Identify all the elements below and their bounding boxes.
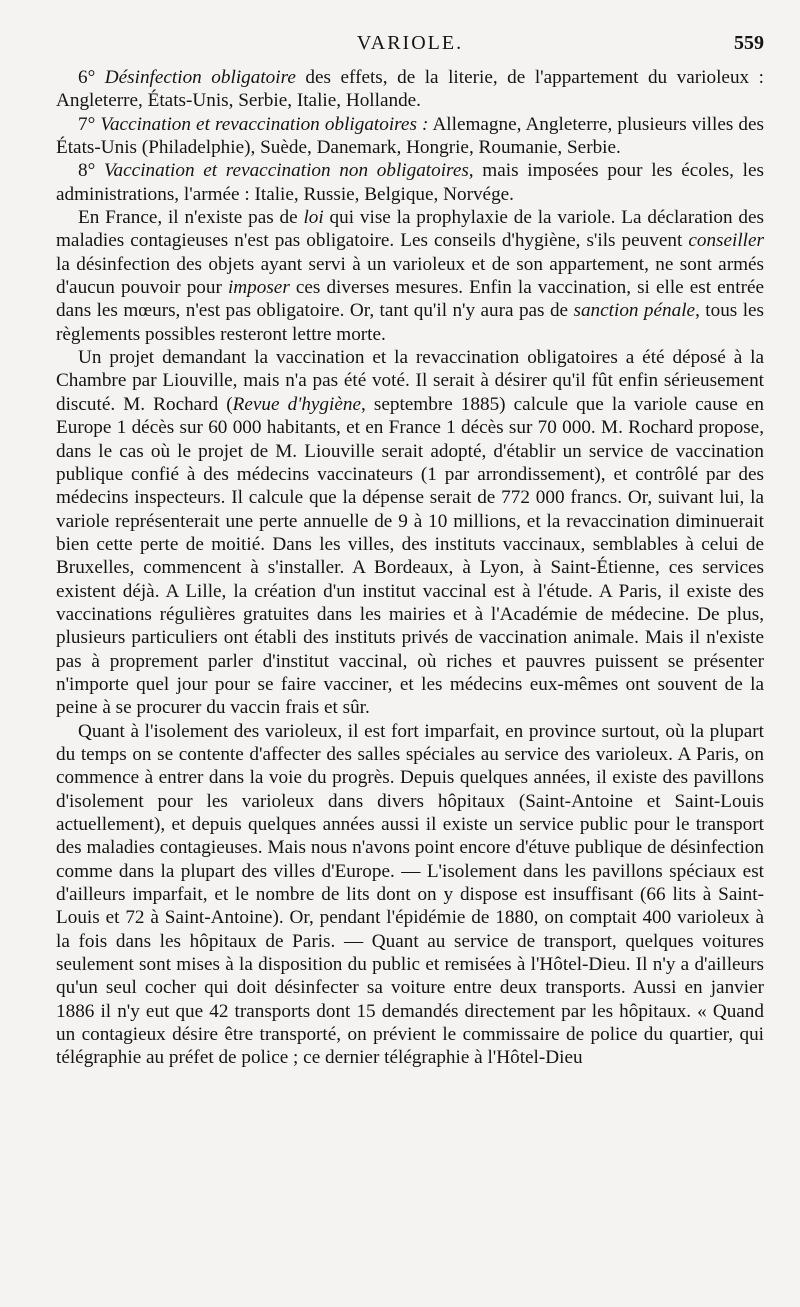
italic-text: loi: [303, 207, 324, 229]
body-text: [56, 66, 764, 1070]
text-run: mais imposées pour les écoles, les administrations, l'armée : Italie, Russie, Belgique, Norvége.: [56, 160, 764, 205]
italic-text: Vaccination et revaccination obligatoires :: [100, 113, 429, 135]
text-run: 6°: [78, 67, 105, 88]
text-run: , septembre 1885) calcule que la variole cause en Europe 1 décès sur 60 000 habitants, et en France 1 décès sur 70 000. M. Rochard propose, dans le cas où le projet de M. Liouville serait adopté, d'établir un service de vaccination publique confié à des médecins vaccinateurs (1 par arrondissement), et contrôlé par des médecins inspecteurs. Il calcule que la dépense serait de 772 000 francs. Or, suivant lui, la variole représenterait une perte annuelle de 9 à 10 millions, et la revaccination diminuerait bien cette perte de moitié. Dans les villes, des instituts vaccinaux, semblables à celui de Bruxelles, commencent à s'installer. A Bordeaux, à Lyon, à Saint-Étienne, ces services existent déjà. A Lille, la création d'un institut vaccinal est à l'étude. A Paris, il existe des vaccinations régulières gratuites dans les mairies et à l'Académie de médecine. De plus, plusieurs particuliers ont établi des instituts privés de vaccination animale. Mais il n'existe pas à proprement parler d'institut vaccinal, où riches et pauvres puissent se présenter n'importe quel jour pour se faire vacciner, et les médecins eux-mêmes ont souvent de la peine à se procurer du vaccin frais et sûr.: [56, 393, 764, 719]
italic-text: Désinfection obligatoire: [104, 67, 296, 88]
paragraph: [56, 66, 764, 113]
text-run: des effets, de la literie, de l'appartement du varioleux : Angleterre, États-Unis, Serbie, Italie, Hollande.: [56, 67, 764, 112]
text-run: ces diverses mesures. Enfin la vaccination, si elle est entrée dans les mœurs, n'est pas obligatoire. Or, tant qu'il n'y aura pas de: [56, 277, 764, 322]
page-header: [56, 28, 764, 66]
text-run: Allemagne, Angleterre, plusieurs villes des États-Unis (Philadelphie), Suède, Danemark, Hongrie, Roumanie, Serbie.: [56, 113, 765, 159]
text-run: Quant à l'isolement des varioleux, il est fort imparfait, en province surtout, où la plupart du temps on se contente d'affecter des salles spéciales au service des varioleux. A Paris, on commence à entrer dans la voie du progrès. Depuis quelques années, il existe des pavillons d'isolement pour les varioleux dans divers hôpitaux (Saint-Antoine et Saint-Louis actuellement), et depuis quelques années aussi il existe un service public pour le transport des maladies contagieuses. Mais nous n'avons point encore d'étuve publique de désinfection comme dans la plupart des villes d'Europe. — L'isolement dans les pavillons spéciaux est d'ailleurs imparfait, et le nombre de lits dont on y dispose est insuffisant (66 lits à Saint-Louis et 72 à Saint-Antoine). Or, pendant l'épidémie de 1880, on comptait 400 varioleux à la fois dans les hôpitaux de Paris. — Quant au service de transport, quelques voitures seulement sont mises à la disposition du public et remisées à l'Hôtel-Dieu. Il n'y a d'ailleurs qu'un seul cocher qui doit désinfecter sa voiture entre deux transports. Aussi en janvier 1886 il n'y eut que 42 transports dont 15 demandés directement par les hôpitaux. « Quand un contagieux désire être transporté, on prévient le commissaire de police du quartier, qui télégraphie au préfet de police ; ce dernier télégraphie à l'Hôtel-Dieu: [56, 720, 764, 1069]
paragraph: [56, 159, 764, 206]
text-run: qui vise la prophylaxie de la variole. La déclaration des maladies contagieuses n'est pas obligatoire. Les conseils d'hygiène, s'ils peuvent: [56, 207, 764, 252]
text-run: la désinfection des objets ayant servi à un varioleux et de son appartement, ne sont armés d'aucun pouvoir pour: [56, 253, 764, 299]
paragraph: [56, 206, 764, 346]
italic-text: Revue d'hygiène: [232, 393, 361, 415]
italic-text: Vaccination et revaccination non obligatoires,: [103, 160, 474, 182]
text-run: , tous les règlements possibles resteront lettre morte.: [56, 300, 765, 345]
paragraph: [56, 720, 764, 1070]
running-title: VARIOLE.: [356, 32, 464, 54]
text-run: En France, il n'existe pas de: [78, 207, 304, 229]
italic-text: imposer: [227, 277, 290, 299]
text-run: 8°: [78, 160, 104, 182]
paragraph: [56, 346, 764, 720]
italic-text: sanction pénale: [573, 300, 696, 322]
text-run: Un projet demandant la vaccination et la revaccination obligatoires a été déposé à la Chambre par Liouville, mais n'a pas été voté. Il serait à désirer qu'il fût enfin sérieusement discuté. M. Rochard (: [56, 347, 764, 415]
paragraph: [56, 113, 764, 160]
page-number: 559: [734, 32, 764, 54]
italic-text: conseiller: [688, 230, 764, 252]
text-run: 7°: [78, 113, 101, 135]
